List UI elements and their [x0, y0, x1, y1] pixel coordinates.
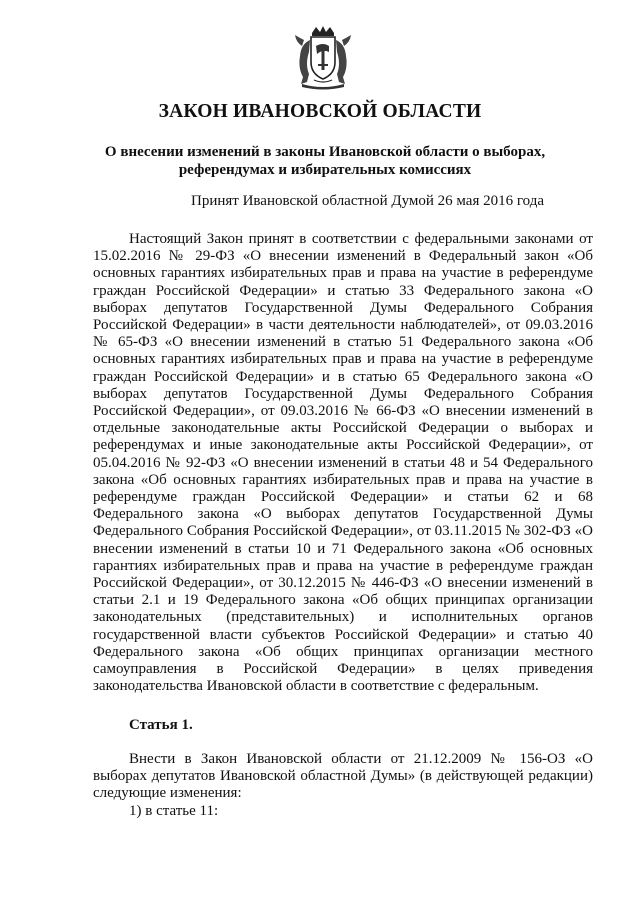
list-item: 1) в статье 11: [129, 803, 219, 819]
law-title: ЗАКОН ИВАНОВСКОЙ ОБЛАСТИ [158, 101, 482, 122]
adoption-line: Принят Ивановской областной Думой 26 мая 2016 года [190, 193, 544, 209]
ivanovo-coat-of-arms-icon [292, 24, 354, 90]
article-1-heading: Статья 1. [129, 717, 193, 733]
law-subtitle: О внесении изменений в законы Ивановской области о выборах, референдумах и избирательных комиссиях [104, 144, 546, 178]
article-1-paragraph: Внести в Закон Ивановской области от 21.12.2009 № 156-ОЗ «О выборах депутатов Ивановской областной Думы» (в действующей редакции) следующие изменения: [93, 751, 593, 802]
preamble-paragraph: Настоящий Закон принят в соответствии с федеральными законами от 15.02.2016 № 29-ФЗ «О внесении изменений в Федеральный закон «Об основных гарантиях избирательных прав и права на участие в референдуме граждан Российской Федерации» и статью 33 Федерального закона «О выборах депутатов Государственной Думы Федерального Собрания Российской Федерации» в части деятельности наблюдателей», от 09.03.2016 № 65-ФЗ «О внесении изменений в статью 51 Федерального закона «Об основных гарантиях избирательных прав и права на участие в референдуме граждан Российской Федерации» и в статью 65 Федерального закона «О выборах депутатов Государственной Думы Федерального Собрания Российской Федерации», от 09.03.2016 № 66-ФЗ «О внесении изменений в отдельные законодательные акты Российской Федерации о выборах и референдумах и иные законодательные акты Российской Федерации», от 05.04.2016 № 92-ФЗ «О внесении изменений в статьи 48 и 54 Федерального закона «Об основных гарантиях избирательных прав и права на участие в референдуме граждан Российской Федерации» и статьи 62 и 68 Федерального закона «О выборах депутатов Государственной Думы Федерального Собрания Российской Федерации», от 03.11.2015 № 302-ФЗ «О внесении изменений в статьи 10 и 71 Федерального закона «Об основных гарантиях избирательных прав и права на участие в референдуме граждан Российской Федерации», от 30.12.2015 № 446-ФЗ «О внесении изменений в статьи 2.1 и 19 Федерального закона «Об общих принципах организации законодательных (представительных) и исполнительных органов государственной власти субъектов Российской Федерации» и статью 40 Федерального закона «Об общих принципах организации местного самоуправления в Российской Федерации» в целях приведения законодательства Ивановской области в соответствие с федеральным. [93, 231, 593, 695]
